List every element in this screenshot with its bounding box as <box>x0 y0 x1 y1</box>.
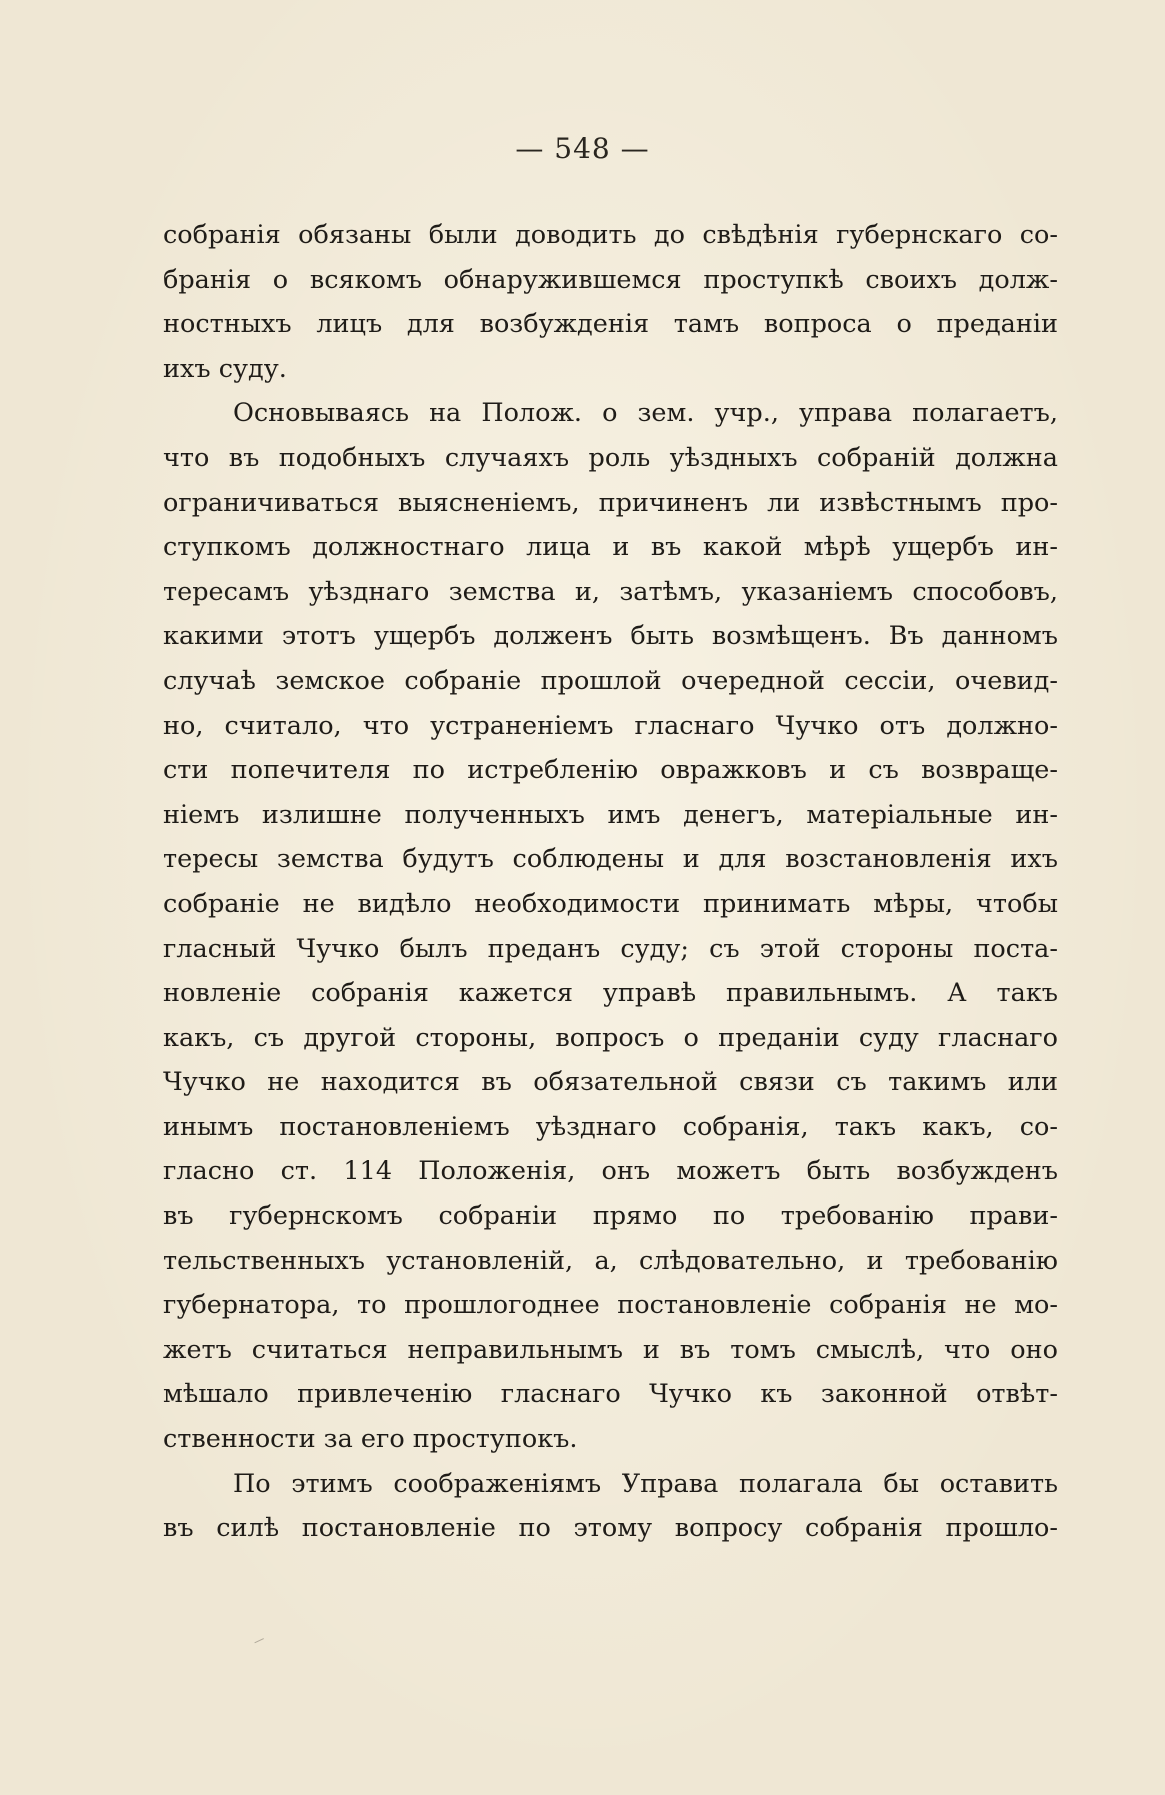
text-line: сти попечителя по истребленію овражковъ и съ возвраще- <box>163 755 1058 786</box>
text-line: что въ подобныхъ случаяхъ роль уѣздныхъ собраній должна <box>163 442 1058 473</box>
text-line: ственности за его проступокъ. <box>163 1424 578 1455</box>
text-line: мѣшало привлеченію гласнаго Чучко къ законной отвѣт- <box>163 1379 1058 1410</box>
text-line: собраніе не видѣло необходимости принимать мѣры, чтобы <box>163 888 1058 919</box>
paragraph-start-line: По этимъ соображеніямъ Управа полагала бы оставить <box>233 1468 1058 1499</box>
text-line: собранія обязаны были доводить до свѣдѣнія губернскаго со- <box>163 220 1058 250</box>
pencil-mark <box>254 1638 265 1647</box>
text-line: жетъ считаться неправильнымъ и въ томъ смыслѣ, что оно <box>163 1334 1058 1365</box>
page-number: — 548 — <box>515 132 650 165</box>
text-line: новленіе собранія кажется управѣ правильнымъ. А такъ <box>163 978 1058 1009</box>
text-line: инымъ постановленіемъ уѣзднаго собранія, такъ какъ, со- <box>163 1111 1058 1142</box>
text-line: какими этотъ ущербъ долженъ быть возмѣщенъ. Въ данномъ <box>163 621 1058 652</box>
text-line: тересы земства будутъ соблюдены и для возстановленія ихъ <box>163 844 1058 875</box>
text-line: губернатора, то прошлогоднее постановленіе собранія не мо- <box>163 1290 1058 1321</box>
text-line: ограничиваться выясненіемъ, причиненъ ли извѣстнымъ про- <box>163 487 1058 518</box>
text-line: ихъ суду. <box>163 353 287 384</box>
text-line: гласный Чучко былъ преданъ суду; съ этой стороны поста- <box>163 933 1058 964</box>
text-line: тересамъ уѣзднаго земства и, затѣмъ, указаніемъ способовъ, <box>163 576 1058 607</box>
text-line: случаѣ земское собраніе прошлой очередной сессіи, очевид- <box>163 665 1058 696</box>
text-line: ступкомъ должностнаго лица и въ какой мѣрѣ ущербъ ин- <box>163 532 1058 563</box>
text-line: гласно ст. 114 Положенія, онъ можетъ быть возбужденъ <box>163 1156 1058 1187</box>
paragraph-start-line: Основываясь на Полож. о зем. учр., управа полагаетъ, <box>233 398 1058 429</box>
text-line: но, считало, что устраненіемъ гласнаго Чучко отъ должно- <box>163 710 1058 741</box>
text-line: бранія о всякомъ обнаружившемся проступкѣ своихъ долж- <box>163 264 1058 295</box>
text-line: ніемъ излишне полученныхъ имъ денегъ, матеріальные ин- <box>163 799 1058 830</box>
text-line: въ силѣ постановленіе по этому вопросу собранія прошло- <box>163 1513 1058 1544</box>
text-line: ностныхъ лицъ для возбужденія тамъ вопроса о преданіи <box>163 309 1058 340</box>
text-line: Чучко не находится въ обязательной связи съ такимъ или <box>163 1067 1058 1098</box>
body-text <box>163 213 1058 1551</box>
text-line: въ губернскомъ собраніи прямо по требованію прави- <box>163 1201 1058 1232</box>
text-line: какъ, съ другой стороны, вопросъ о преданіи суду гласнаго <box>163 1022 1058 1053</box>
text-line: тельственныхъ установленій, а, слѣдовательно, и требованію <box>163 1245 1058 1276</box>
